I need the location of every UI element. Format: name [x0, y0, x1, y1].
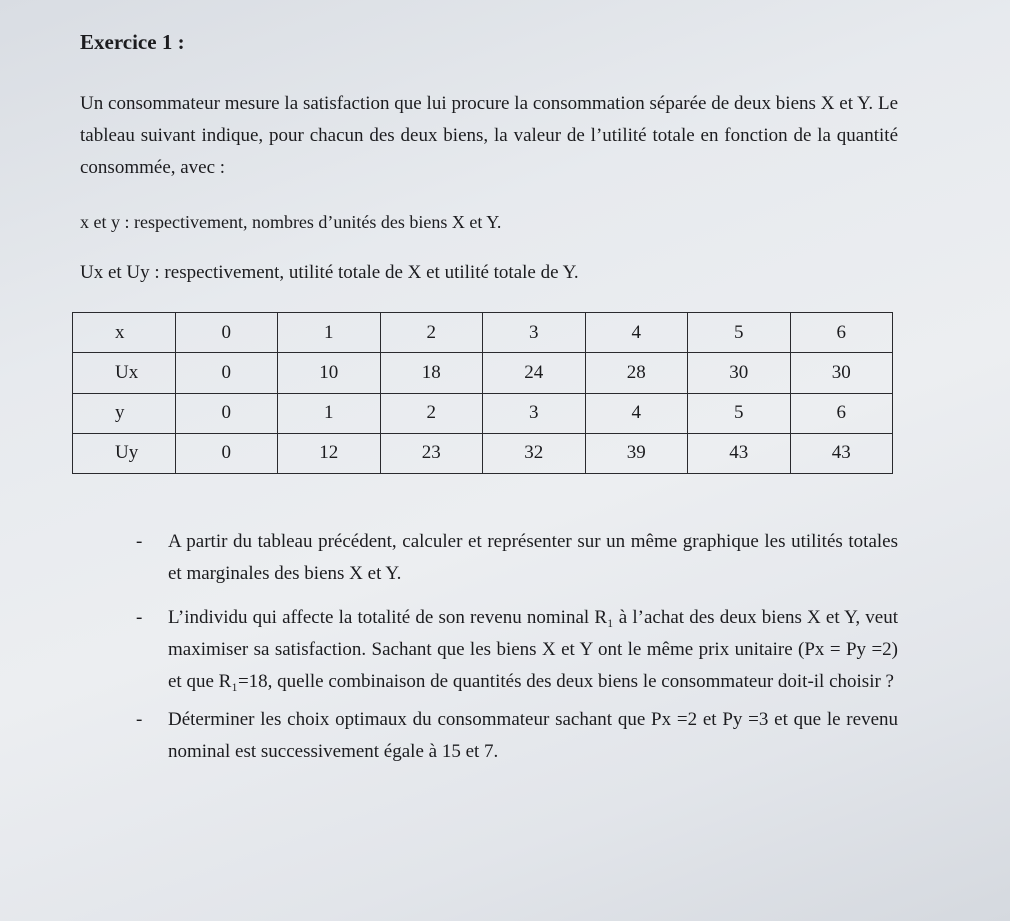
- table-cell: 6: [790, 393, 893, 433]
- table-cell: 18: [380, 353, 483, 393]
- bullet-dash: -: [136, 607, 143, 628]
- question-text: L’individu qui affecte la totalité de son revenu nominal R₁ à l’achat des deux biens X et Y, veut maximiser sa satisfaction. Sachant que les biens X et Y ont le même prix unitaire (Px = Py =2) et que R₁=18, quelle combinaison de quantités des deux biens le consommateur doit-il choisir ?: [168, 607, 898, 692]
- table-cell: 24: [483, 353, 586, 393]
- row-header: Ux: [73, 353, 176, 393]
- table-cell: 43: [790, 433, 893, 473]
- definition-utility: Ux et Uy : respectivement, utilité totale de X et utilité totale de Y.: [80, 262, 579, 283]
- table-cell: 39: [585, 433, 688, 473]
- table-cell: 12: [278, 433, 381, 473]
- question-item: [120, 704, 898, 768]
- question-item: [120, 602, 898, 698]
- table-cell: 2: [380, 313, 483, 353]
- table-cell: 0: [175, 393, 278, 433]
- table-cell: 3: [483, 393, 586, 433]
- row-header: Uy: [73, 433, 176, 473]
- table-cell: 4: [585, 313, 688, 353]
- table-cell: 2: [380, 393, 483, 433]
- question-text: A partir du tableau précédent, calculer et représenter sur un même graphique les utilités totales et marginales des biens X et Y.: [168, 531, 898, 584]
- bullet-dash: -: [136, 709, 143, 730]
- table-cell: 28: [585, 353, 688, 393]
- definition-xy: x et y : respectivement, nombres d’unités des biens X et Y.: [80, 212, 502, 232]
- table-cell: 4: [585, 393, 688, 433]
- table-cell: 30: [688, 353, 791, 393]
- question-item: [120, 526, 898, 590]
- question-text: Déterminer les choix optimaux du consommateur sachant que Px =2 et Py =3 et que le revenu nominal est successivement égale à 15 et 7.: [168, 709, 898, 762]
- intro-paragraph: Un consommateur mesure la satisfaction que lui procure la consommation séparée de deux biens X et Y. Le tableau suivant indique, pour chacun des deux biens, la valeur de l’utilité totale en fonction de la quantité consommée, avec :: [80, 93, 898, 178]
- table-cell: 5: [688, 313, 791, 353]
- table-cell: 1: [278, 393, 381, 433]
- table-cell: 23: [380, 433, 483, 473]
- bullet-dash: -: [136, 531, 143, 552]
- table-cell: 0: [175, 433, 278, 473]
- table-row: [73, 353, 893, 393]
- row-header: x: [73, 313, 176, 353]
- table-cell: 0: [175, 353, 278, 393]
- table-cell: 6: [790, 313, 893, 353]
- question-list: [120, 526, 898, 768]
- table-cell: 1: [278, 313, 381, 353]
- table-cell: 32: [483, 433, 586, 473]
- table-cell: 30: [790, 353, 893, 393]
- table-cell: 43: [688, 433, 791, 473]
- table-cell: 10: [278, 353, 381, 393]
- table-row: [73, 313, 893, 353]
- table-cell: 3: [483, 313, 586, 353]
- row-header: y: [73, 393, 176, 433]
- utility-table: [72, 312, 893, 474]
- table-row: [73, 393, 893, 433]
- exercise-title: Exercice 1 :: [80, 30, 185, 54]
- table-cell: 0: [175, 313, 278, 353]
- table-row: [73, 433, 893, 473]
- table-cell: 5: [688, 393, 791, 433]
